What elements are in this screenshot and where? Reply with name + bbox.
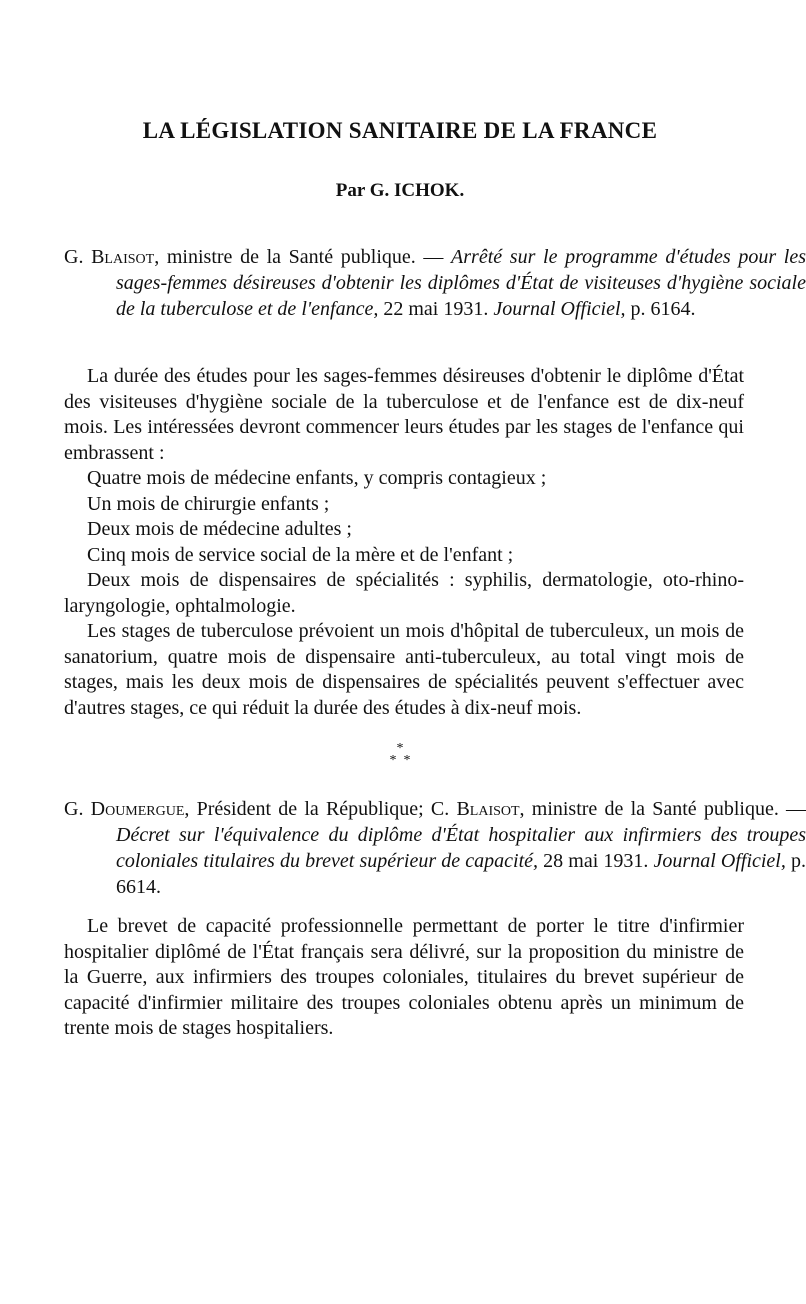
reference-2-name-2: C. Blaisot, <box>430 798 525 820</box>
byline-prefix: Par <box>335 180 365 201</box>
byline-author: G. ICHOK. <box>369 180 465 201</box>
list-item: Un mois de chirurgie enfants ; <box>87 492 330 515</box>
list-item: Deux mois de dispensaires de spécialités : syphilis, dermatologie, oto-rhino-laryngologie, ophtalmologie. <box>64 569 744 617</box>
reference-1-role: ministre de la Santé publique. — <box>159 246 452 268</box>
reference-2-title: Décret sur l'équivalence du diplôme d'État hospitalier aux infirmiers des troupes coloniales titulaires du brevet supérieur de capacité, <box>116 824 806 872</box>
page-title: LA LÉGISLATION SANITAIRE DE LA FRANCE <box>142 118 658 143</box>
reference-1-journal: Journal Officiel, <box>493 298 626 320</box>
list-item: Quatre mois de médecine enfants, y compris contagieux ; <box>87 467 547 489</box>
section-1-closing: Les stages de tuberculose prévoient un mois d'hôpital de tuberculeux, un mois de sanatorium, quatre mois de dispensaire anti-tuberculeux, au total vingt mois de stages, mais les deux mois de dispensaires de spécialités peuvent s'effectuer avec d'autres stages, ce qui réduit la durée des études à dix-neuf mois. <box>64 620 744 719</box>
section-2-body <box>64 914 744 1042</box>
list-item: Cinq mois de service social de la mère et de l'enfant ; <box>87 543 514 566</box>
section-1-intro: La durée des études pour les sages-femmes désireuses d'obtenir le diplôme d'État des visiteuses d'hygiène sociale de la tuberculose et de l'enfance est de dix-neuf mois. Les intéressées devront commencer leurs études par les stages de l'enfance qui embrassent : <box>64 365 744 464</box>
list-item: Deux mois de médecine adultes ; <box>87 518 352 540</box>
reference-2-role-1: Président de la République; <box>189 798 431 820</box>
section-separator: * * * <box>389 741 411 768</box>
byline <box>0 180 800 202</box>
reference-2-journal: Journal Officiel, <box>653 850 786 872</box>
reference-1 <box>64 244 806 322</box>
section-1-body <box>64 364 744 721</box>
reference-2 <box>64 796 806 900</box>
reference-2-role-2: ministre de la Santé publique. — <box>524 798 806 820</box>
reference-2-date: 28 mai 1931. <box>538 850 654 872</box>
reference-2-name-1: G. Doumergue, <box>64 798 190 820</box>
reference-1-page: p. 6164. <box>625 298 696 320</box>
reference-2-page: p. 6614. <box>116 850 806 898</box>
reference-1-date: 22 mai 1931. <box>378 298 494 320</box>
reference-1-name: G. Blaisot, <box>64 246 160 268</box>
reference-1-title: Arrêté sur le programme d'études pour les sages-femmes désireuses d'obtenir les diplômes d'État de visiteuses d'hygiène sociale de la tuberculose et de l'enfance, <box>116 246 806 320</box>
section-2-paragraph: Le brevet de capacité professionnelle permettant de porter le titre d'infirmier hospitalier diplômé de l'État français sera délivré, sur la proposition du ministre de la Guerre, aux infirmiers des troupes coloniales, titulaires du brevet supérieur de capacité d'infirmier militaire des troupes coloniales obtenu après un minimum de trente mois de stages hospitaliers. <box>64 915 744 1039</box>
